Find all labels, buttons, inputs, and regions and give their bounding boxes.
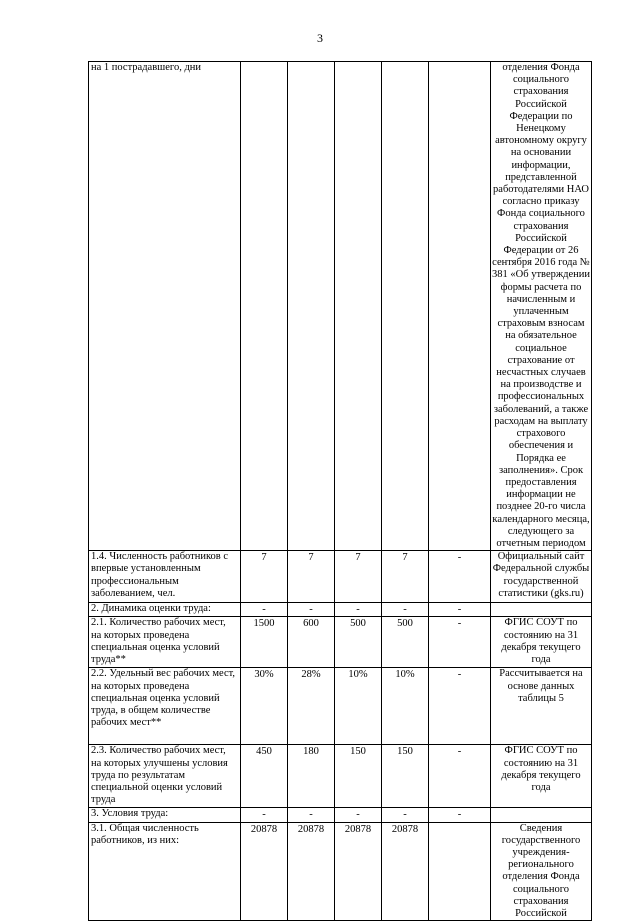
value-cell: - [429,603,491,617]
value-cell [288,62,335,551]
indicator-label: 3.1. Общая численность работников, из них: [89,822,241,921]
value-cell: - [335,808,382,822]
source-cell: отделения Фонда социального страхования Российской Федерации по Ненецкому автономному округу на основании информации, представленной работодателями НАО согласно приказу Фонда социального страхования Российской Федерации от 26 сентября 2016 года № 381 «Об утверждении формы расчета по начисленным и уплаченным страховым взносам на обязательное социальное страхование от несчастных случаев на производстве и профессиональных заболеваний, а также расходам на выплату страхового обеспечения и Порядка ее заполнения». Срок предоставления информации не позднее 20-го числа календарного месяца, следующего за отчетным периодом [492,62,590,549]
value-cell: - [382,808,429,822]
source-cell: Сведения государственного учреждения-регионального отделения Фонда социального страхования Российской [491,822,592,921]
indicator-label: 2. Динамика оценки труда: [89,603,241,617]
indicator-label: 2.3. Количество рабочих мест, на которых улучшены условия труда по результатам специальной оценки условий труда [89,745,241,808]
indicators-table [88,61,592,921]
table-row [89,745,592,808]
indicator-label: 2.1. Количество рабочих мест, на которых проведена специальная оценка условий труда** [89,617,241,668]
value-cell [382,62,429,551]
value-cell: - [241,808,288,822]
value-cell: 150 [335,745,382,808]
source-cell: Официальный сайт Федеральной службы государственной статистики (gks.ru) [491,551,592,603]
indicator-label: 2.2. Удельный вес рабочих мест, на которых проведена специальная оценка условий труда, в общем количестве рабочих мест** [89,668,241,745]
value-cell: 7 [335,551,382,603]
value-cell: 10% [382,668,429,745]
value-cell: 7 [288,551,335,603]
value-cell: - [335,603,382,617]
value-cell: 20878 [382,822,429,921]
indicator-label: 1.4. Численность работников с впервые установленным профессиональным заболеванием, чел. [89,551,241,603]
value-cell: - [429,668,491,745]
value-cell: 150 [382,745,429,808]
value-cell: - [429,808,491,822]
value-cell: 28% [288,668,335,745]
table-row [89,617,592,668]
source-cell [491,603,592,617]
value-cell: - [241,603,288,617]
value-cell: 600 [288,617,335,668]
value-cell: 7 [382,551,429,603]
value-cell: - [429,745,491,808]
table-row [89,808,592,822]
value-cell: - [288,808,335,822]
value-cell [335,62,382,551]
table-row [89,822,592,921]
value-cell: - [382,603,429,617]
value-cell: 20878 [241,822,288,921]
source-cell: ФГИС СОУТ по состоянию на 31 декабря текущего года [491,745,592,808]
indicator-label: на 1 пострадавшего, дни [89,62,241,551]
value-cell: 500 [335,617,382,668]
table-row [89,603,592,617]
value-cell [429,822,491,921]
table-row [89,62,592,551]
value-cell: 500 [382,617,429,668]
value-cell: - [429,617,491,668]
table-row [89,551,592,603]
indicator-label: 3. Условия труда: [89,808,241,822]
value-cell: 1500 [241,617,288,668]
value-cell: 20878 [288,822,335,921]
source-cell [491,808,592,822]
source-cell: ФГИС СОУТ по состоянию на 31 декабря текущего года [491,617,592,668]
value-cell [429,62,491,551]
source-cell: Рассчитывается на основе данных таблицы 5 [491,668,592,745]
table-row [89,668,592,745]
value-cell: - [429,551,491,603]
value-cell: - [288,603,335,617]
value-cell: 7 [241,551,288,603]
value-cell [241,62,288,551]
page-number: 3 [317,31,323,45]
value-cell: 10% [335,668,382,745]
value-cell: 30% [241,668,288,745]
value-cell: 450 [241,745,288,808]
value-cell: 180 [288,745,335,808]
value-cell: 20878 [335,822,382,921]
